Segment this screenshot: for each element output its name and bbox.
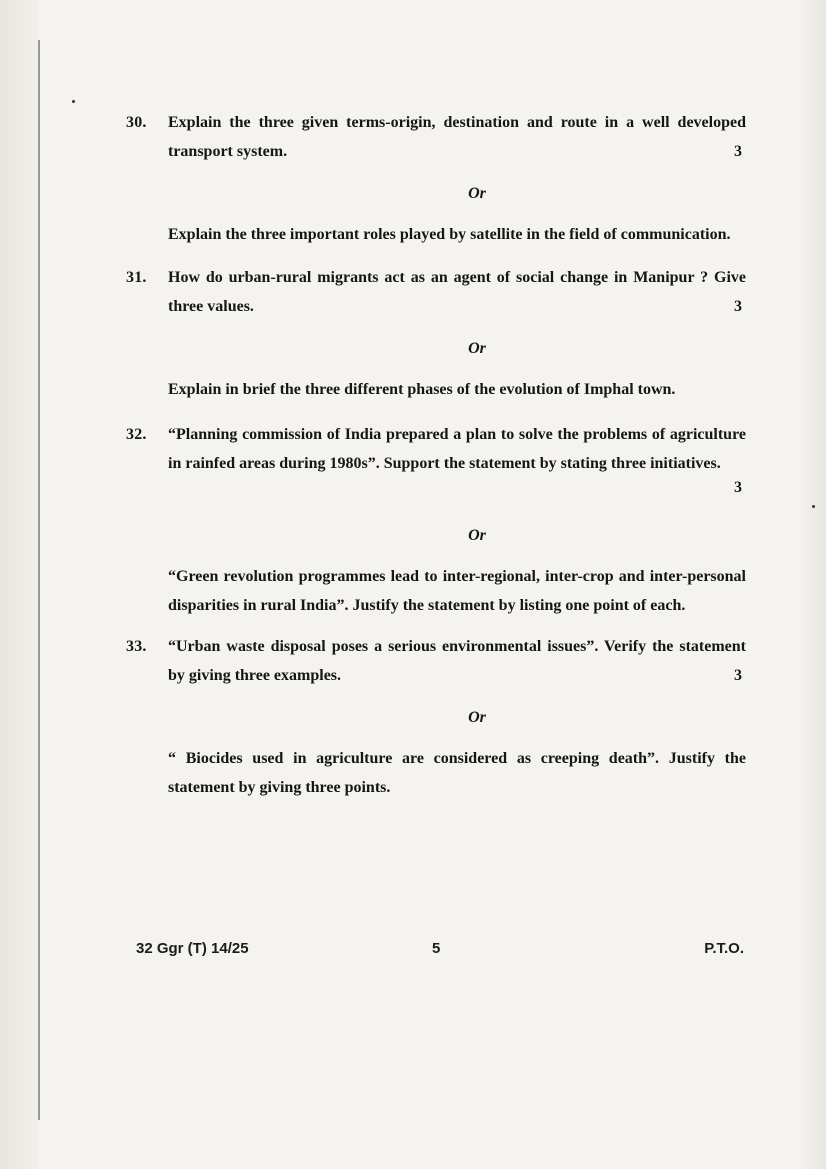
- please-turn-over: P.T.O.: [704, 940, 744, 957]
- alternative-question-text: Explain the three important roles played by satellite in the field of communication.: [168, 226, 731, 243]
- paper-code: 32 Ggr (T) 14/25: [136, 940, 249, 957]
- question-number: 33.: [126, 638, 147, 655]
- question-text: “Urban waste disposal poses a serious environmental issues”. Verify the statement by giving three examples.: [168, 638, 746, 684]
- alternative-question-text: “Green revolution programmes lead to inter-regional, inter-crop and inter-personal disparities in rural India”. Justify the statement by listing one point of each.: [168, 568, 746, 614]
- scan-shadow-left: [0, 0, 38, 1169]
- question-30: [126, 108, 746, 249]
- question-number: 30.: [126, 114, 147, 131]
- question-text: “Planning commission of India prepared a plan to solve the problems of agriculture in rainfed areas during 1980s”. Support the statement by stating three initiatives.: [168, 426, 746, 472]
- page-binding-edge: [38, 40, 40, 1120]
- marks: 3: [734, 479, 742, 496]
- question-number: 32.: [126, 426, 147, 443]
- scan-speck: [812, 505, 815, 508]
- page-footer: [136, 940, 744, 964]
- question-32: [126, 420, 746, 620]
- page-number: 5: [432, 940, 441, 957]
- or-divider: Or: [468, 709, 486, 726]
- marks: 3: [734, 143, 742, 160]
- or-divider: Or: [468, 340, 486, 357]
- marks: 3: [734, 667, 742, 684]
- question-text: How do urban-rural migrants act as an agent of social change in Manipur ? Give three values.: [168, 269, 746, 315]
- alternative-question-text: Explain in brief the three different phases of the evolution of Imphal town.: [168, 381, 676, 398]
- or-divider: Or: [468, 185, 486, 202]
- scan-speck: [72, 100, 75, 103]
- marks: 3: [734, 298, 742, 315]
- scan-shadow-right: [796, 0, 826, 1169]
- question-33: [126, 632, 746, 802]
- or-divider: Or: [468, 527, 486, 544]
- alternative-question-text: “ Biocides used in agriculture are considered as creeping death”. Justify the statement by giving three points.: [168, 750, 746, 796]
- question-text: Explain the three given terms-origin, destination and route in a well developed transport system.: [168, 114, 746, 160]
- question-number: 31.: [126, 269, 147, 286]
- question-list: [126, 108, 746, 802]
- question-31: [126, 263, 746, 404]
